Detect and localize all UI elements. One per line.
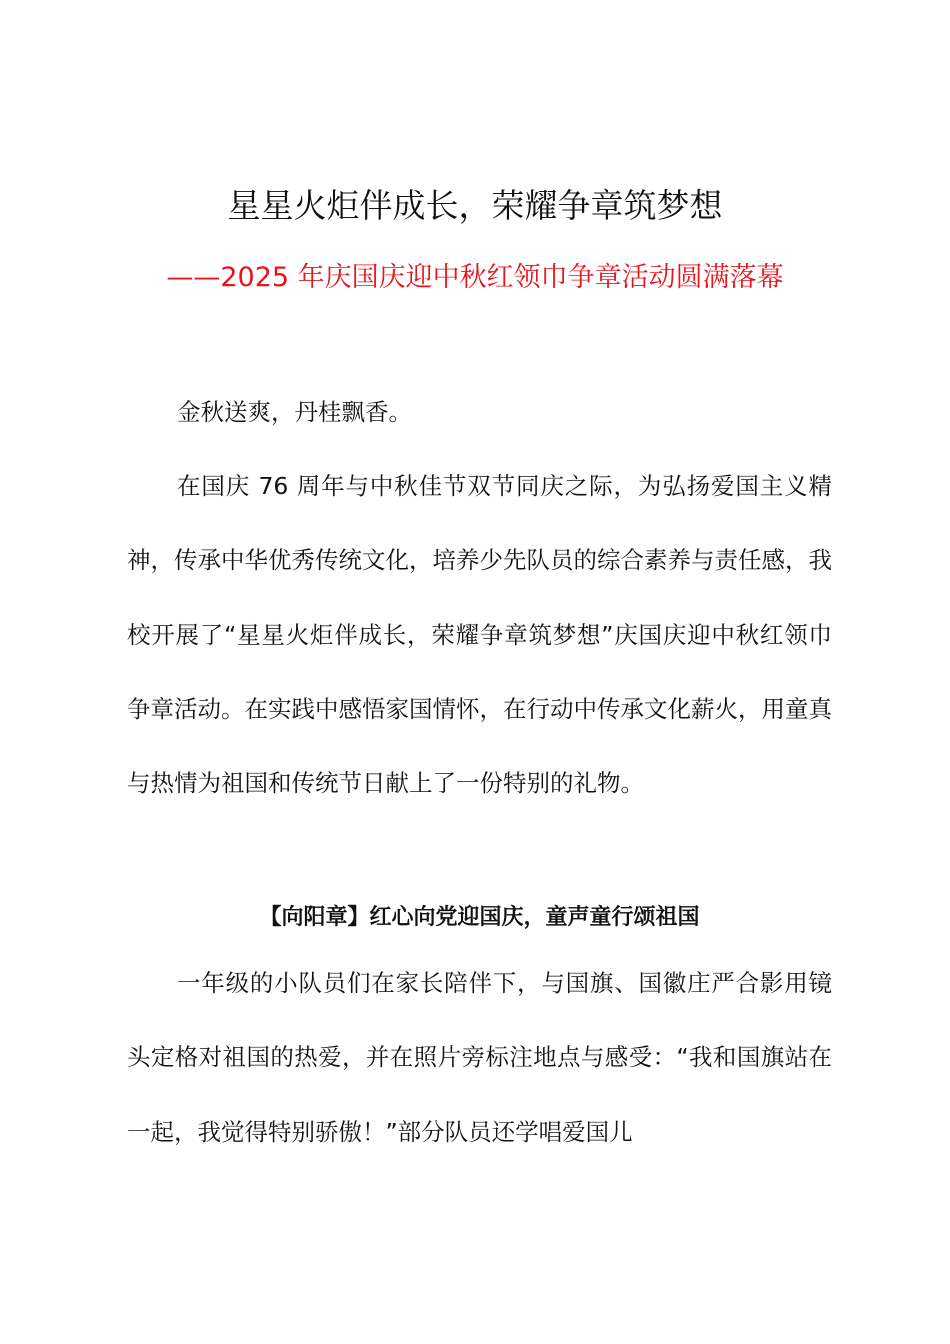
body-paragraph: 在国庆 76 周年与中秋佳节双节同庆之际，为弘扬爱国主义精神，传承中华优秀传统文化，培养少先队员的综合素养与责任感，我校开展了“星星火炬伴成长，荣耀争章筑梦想”庆国庆迎中秋红领巾争章活动。在实践中感悟家国情怀，在行动中传承文化薪火，用童真与热情为祖国和传统节日献上了一份特别的礼物。 <box>127 472 832 798</box>
section-heading: 【向阳章】红心向党迎国庆，童声童行颂祖国 <box>259 905 700 930</box>
intro-paragraph: 金秋送爽，丹桂飘香。 <box>177 398 412 426</box>
section-paragraph: 一年级的小队员们在家长陪伴下，与国旗、国徽庄严合影用镜头定格对祖国的热爱，并在照片旁标注地点与感受：“我和国旗站在一起，我觉得特别骄傲！”部分队员还学唱爱国儿 <box>127 969 832 1146</box>
document-title: 星星火炬伴成长，荣耀争章筑梦想 <box>227 186 723 225</box>
document-subtitle: ——2025 年庆国庆迎中秋红领巾争章活动圆满落幕 <box>166 262 784 293</box>
